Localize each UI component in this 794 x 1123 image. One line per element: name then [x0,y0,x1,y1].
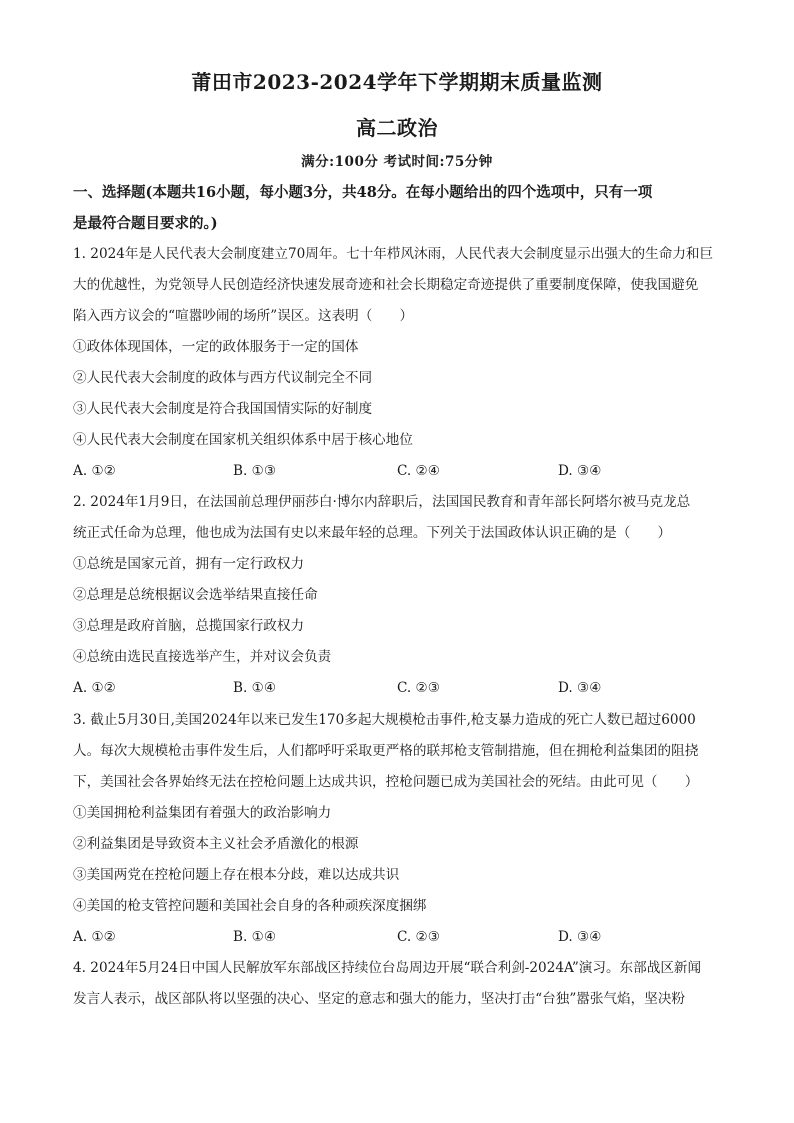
question-4-stem: 发言人表示，战区部队将以坚强的决心、坚定的意志和强大的能力，坚决打击“台独”嚣张气焰，坚决粉 [73,991,686,1007]
option-d[interactable]: D. ③④ [558,463,602,479]
exam-meta: 满分:100分 考试时间:75分钟 [301,154,493,170]
question-1-item: ④人民代表大会制度在国家机关组织体系中居于核心地位 [73,432,413,448]
option-a[interactable]: A. ①② [73,929,116,945]
subject-title: 高二政治 [356,116,438,140]
question-3-stem: 人。每次大规模枪击事件发生后，人们都呼吁采取更严格的联邦枪支管制措施，但在拥枪利益集团的阻挠 [73,743,699,759]
exam-title: 莆田市2023-2024学年下学期期末质量监测 [191,70,603,94]
option-b[interactable]: B. ①④ [233,680,277,696]
option-c[interactable]: C. ②④ [397,463,440,479]
option-d[interactable]: D. ③④ [558,929,602,945]
question-2-options [73,678,725,698]
question-3-stem: 下，美国社会各界始终无法在控枪问题上达成共识，控枪问题已成为美国社会的死结。由此可见（ ） [73,774,699,790]
section-heading-cont: 是最符合题目要求的。) [73,215,218,232]
question-3-item: ③美国两党在控枪问题上存在根本分歧，难以达成共识 [73,867,400,883]
question-3-stem: 3. 截止5月30日,美国2024年以来已发生170多起大规模枪击事件,枪支暴力造成的死亡人数已超过6000 [73,712,696,728]
question-1-options [73,461,725,481]
question-2-item: ③总理是政府首脑，总揽国家行政权力 [73,618,305,634]
question-2-item: ②总理是总统根据议会选举结果直接任命 [73,587,318,603]
question-1-stem: 大的优越性，为党领导人民创造经济快速发展奇迹和社会长期稳定奇迹提供了重要制度保障，使我国避免 [73,277,699,293]
option-a[interactable]: A. ①② [73,680,116,696]
question-4-stem: 4. 2024年5月24日中国人民解放军东部战区持续位台岛周边开展“联合利剑-2024A”演习。东部战区新闻 [73,960,702,976]
question-1-stem: 陷入西方议会的“喧嚣吵闹的场所”误区。这表明（ ） [73,308,414,324]
question-3-item: ②利益集团是导致资本主义社会矛盾激化的根源 [73,836,359,852]
option-c[interactable]: C. ②③ [397,680,440,696]
question-2-item: ④总统由选民直接选举产生，并对议会负责 [73,649,332,665]
option-d[interactable]: D. ③④ [558,680,602,696]
question-3-options [73,927,725,947]
question-1-item: ③人民代表大会制度是符合我国国情实际的好制度 [73,401,373,417]
option-c[interactable]: C. ②③ [397,929,440,945]
section-heading: 一、选择题(本题共16小题，每小题3分，共48分。在每小题给出的四个选项中，只有一项 [73,184,653,201]
question-1-stem: 1. 2024年是人民代表大会制度建立70周年。七十年栉风沐雨，人民代表大会制度显示出强大的生命力和巨 [73,246,714,262]
question-1-item: ②人民代表大会制度的政体与西方代议制完全不同 [73,370,373,386]
question-2-item: ①总统是国家元首，拥有一定行政权力 [73,556,305,572]
question-1-item: ①政体体现国体，一定的政体服务于一定的国体 [73,339,359,355]
question-3-item: ④美国的枪支管控问题和美国社会自身的各种顽疾深度捆绑 [73,898,427,914]
question-2-stem: 2. 2024年1月9日，在法国前总理伊丽莎白·博尔内辞职后，法国国民教育和青年部长阿塔尔被马克龙总 [73,494,691,510]
option-b[interactable]: B. ①③ [233,463,277,479]
question-2-stem: 统正式任命为总理，他也成为法国有史以来最年轻的总理。下列关于法国政体认识正确的是（ ） [73,525,672,541]
option-b[interactable]: B. ①④ [233,929,277,945]
option-a[interactable]: A. ①② [73,463,116,479]
question-3-item: ①美国拥枪利益集团有着强大的政治影响力 [73,805,332,821]
